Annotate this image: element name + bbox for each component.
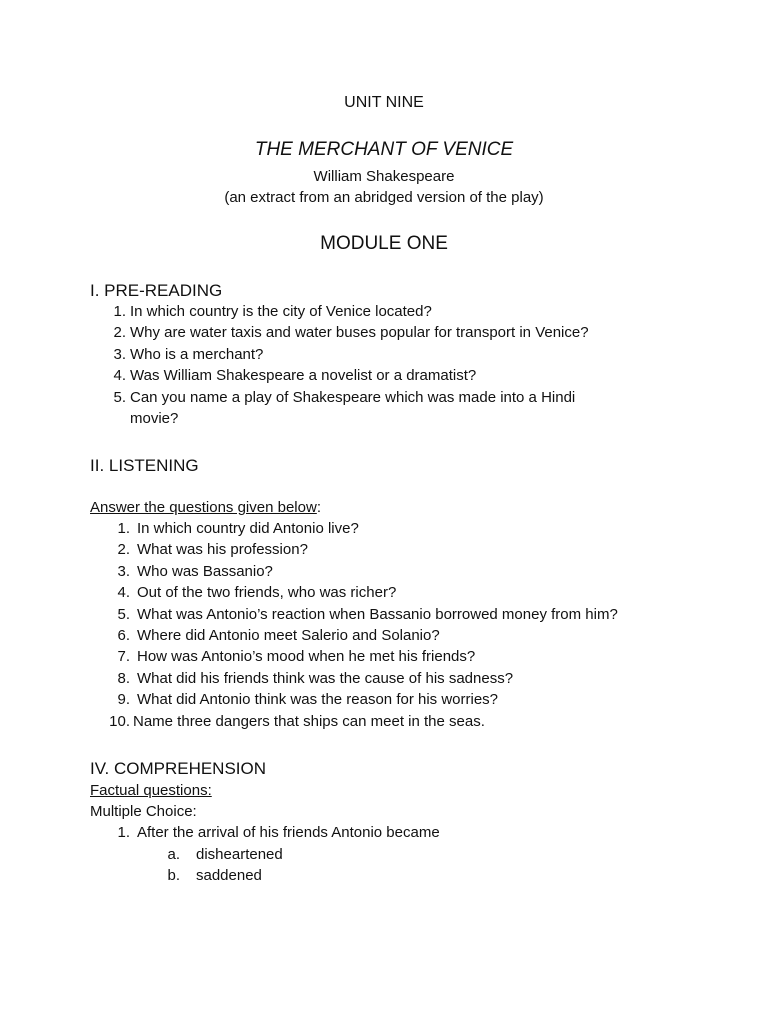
item-text: Can you name a play of Shakespeare which was made into a Hindi <box>130 388 576 406</box>
item-text: What was his profession? <box>137 541 308 559</box>
item-number: 3. <box>117 562 130 580</box>
item-number: 1. <box>117 520 130 537</box>
item-text: In which country did Antonio live? <box>137 520 359 537</box>
item-number: 2. <box>117 541 130 559</box>
multiple-choice-label: Multiple Choice: <box>90 803 197 820</box>
item-text: What did Antonio think was the reason for his worries? <box>137 691 499 709</box>
item-number: 9. <box>117 691 130 709</box>
unit-title: UNIT NINE <box>344 94 424 111</box>
option-text: saddened <box>196 867 262 885</box>
list-item <box>0 365 768 386</box>
list-item <box>0 301 768 322</box>
list-item <box>0 518 768 539</box>
item-number: 5. <box>117 605 130 623</box>
mcq-options <box>0 844 768 887</box>
section-heading-prereading: I. PRE-READING <box>90 281 223 300</box>
listening-list <box>0 518 768 732</box>
mcq-list <box>0 822 768 843</box>
item-number: 4. <box>113 367 126 385</box>
prereading-list <box>0 301 768 429</box>
item-text: How was Antonio’s mood when he met his friends? <box>137 648 476 666</box>
item-number: 3. <box>113 345 126 363</box>
item-number: 5. <box>113 388 126 406</box>
instruction-text: Answer the questions given below <box>90 499 317 516</box>
item-text: After the arrival of his friends Antonio became <box>137 824 440 841</box>
item-text: Name three dangers that ships can meet in the seas. <box>133 712 485 730</box>
list-item <box>0 539 768 560</box>
list-item <box>0 322 768 343</box>
item-number: 10. <box>109 712 130 730</box>
list-item <box>0 344 768 365</box>
item-text: Why are water taxis and water buses popular for transport in Venice? <box>130 324 589 342</box>
list-item <box>0 668 768 689</box>
item-number: 2. <box>113 324 126 342</box>
factual-questions-label: Factual questions: <box>90 782 212 799</box>
list-item <box>0 604 768 625</box>
item-text: What did his friends think was the cause of his sadness? <box>137 669 514 687</box>
option-item <box>0 865 768 886</box>
list-item <box>0 625 768 646</box>
item-number: 4. <box>117 584 130 602</box>
list-item <box>0 561 768 582</box>
option-letter: b. <box>167 867 180 885</box>
list-item <box>0 711 768 732</box>
item-number: 7. <box>117 648 130 666</box>
list-item <box>0 689 768 710</box>
instruction-colon: : <box>316 499 321 516</box>
item-text: Where did Antonio meet Salerio and Solanio? <box>137 626 440 644</box>
item-text-continuation: movie? <box>130 409 179 427</box>
item-number: 8. <box>117 669 130 687</box>
play-title: THE MERCHANT OF VENICE <box>254 139 514 160</box>
extract-note: (an extract from an abridged version of the play) <box>224 189 544 206</box>
item-text: What was Antonio’s reaction when Bassanio borrowed money from him? <box>137 605 618 623</box>
list-item <box>0 582 768 603</box>
item-text: Was William Shakespeare a novelist or a dramatist? <box>130 367 477 385</box>
list-item <box>0 646 768 667</box>
section-heading-listening: II. LISTENING <box>90 456 199 475</box>
author-name: William Shakespeare <box>313 168 455 185</box>
item-text: Who is a merchant? <box>130 345 264 363</box>
option-text: disheartened <box>196 846 283 863</box>
item-text: Who was Bassanio? <box>137 562 273 580</box>
list-item <box>0 387 768 430</box>
item-text: Out of the two friends, who was richer? <box>137 584 397 602</box>
item-number: 1. <box>117 824 130 841</box>
item-number: 1. <box>113 303 126 320</box>
listening-instruction <box>90 497 321 518</box>
list-item <box>0 822 768 843</box>
section-heading-comprehension: IV. COMPREHENSION <box>90 759 267 778</box>
item-number: 6. <box>117 626 130 644</box>
item-text: In which country is the city of Venice located? <box>130 303 432 320</box>
module-title: MODULE ONE <box>320 233 448 254</box>
option-letter: a. <box>167 846 180 863</box>
option-item <box>0 844 768 865</box>
